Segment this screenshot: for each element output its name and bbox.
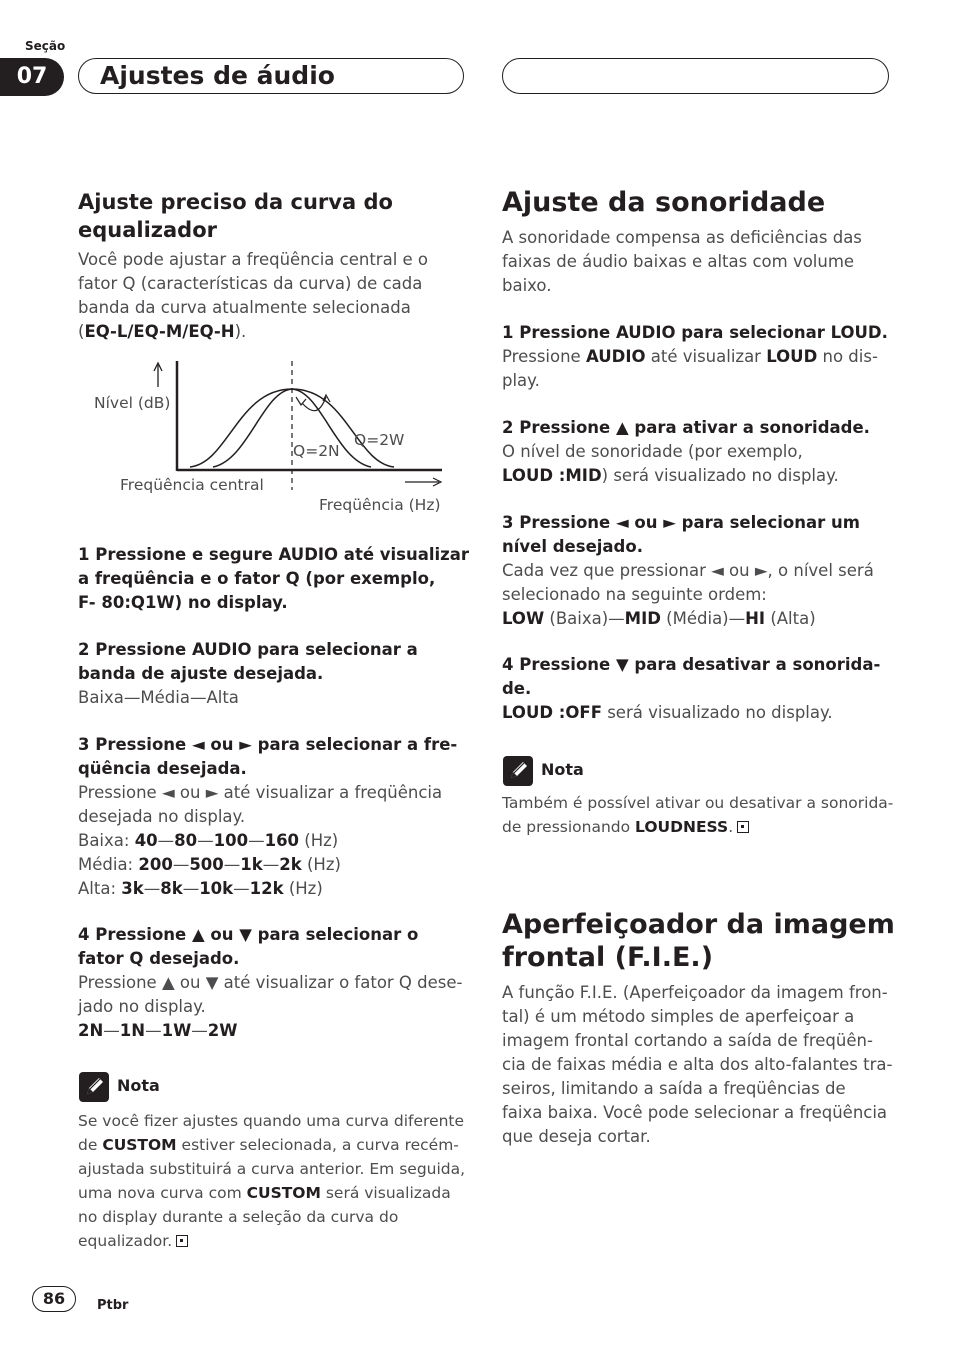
end-mark-icon [737, 821, 749, 833]
loud-step-1: 1 Pressione AUDIO para selecionar LOUD. Pressione AUDIO até visualizar LOUD no dis- play. [502, 323, 888, 390]
center-freq-label: Freqüência central [120, 476, 264, 494]
freq-row-low: Baixa: 40—80—100—160 (Hz) [78, 831, 339, 850]
note-pencil-icon [79, 1072, 109, 1102]
section-number: 07 [0, 58, 64, 96]
fie-body: A função F.I.E. (Aperfeiçoador da imagem fron- tal) é um método simples de aperfeiçoar a imagem frontal cortando a saída de freqüên- cia de faixas média e alta dos alto-falantes tra- seiros, limitando a saída a freqüências de faixa baixa. Você pode selecionar a freqüência que deseja cortar. [502, 983, 893, 1146]
note-label-right: Nota [541, 760, 584, 779]
loud-step-3: 3 Pressione ◄ ou ► para selecionar um nível desejado. Cada vez que pressionar ◄ ou ►, o nível será selecionado na seguinte ordem: LOW (Baixa)—MID (Média)—HI (Alta) [502, 513, 874, 628]
q-values: 2N—1N—1W—2W [78, 1021, 238, 1040]
ylabel: Nível (dB) [94, 394, 171, 412]
loud-step-2: 2 Pressione ▲ para ativar a sonoridade. O nível de sonoridade (por exemplo, LOUD :MID) será visualizado no display. [502, 418, 870, 485]
q-wide-label: Q=2W [354, 431, 405, 449]
language-label: Ptbr [97, 1298, 129, 1313]
freq-row-high: Alta: 3k—8k—10k—12k (Hz) [78, 879, 323, 898]
note-left: Se você fizer ajustes quando uma curva diferente de CUSTOM estiver selecionada, a curva recém- ajustada substituirá a curva anterior. Em seguida, uma nova curva com CUSTOM será visualizada no display durante a seleção da curva do equalizador. [78, 1112, 466, 1250]
note-right: Também é possível ativar ou desativar a sonorida- de pressionando LOUDNESS. [502, 794, 894, 836]
eq-curve-diagram [78, 355, 468, 520]
heading-fie: Aperfeiçoador da imagem frontal (F.I.E.) [502, 909, 895, 973]
loud-step-4: 4 Pressione ▼ para desativar a sonorida- de. LOUD :OFF será visualizado no display. [502, 655, 881, 722]
end-mark-icon [176, 1235, 188, 1247]
eq-step-3: 3 Pressione ◄ ou ► para selecionar a fre- qüência desejada. Pressione ◄ ou ► até visualizar a freqüência desejada no display. Baixa: 40—80—100—160 (Hz) Média: 200—500—1k—2k (Hz) Alta: 3k—8k—10k—12k (Hz) [78, 733, 478, 901]
loudness-intro: A sonoridade compensa as deficiências das faixas de áudio baixas e altas com volume baixo. [502, 228, 862, 295]
xlabel: Freqüência (Hz) [319, 496, 441, 514]
eq-step-4: 4 Pressione ▲ ou ▼ para selecionar o fator Q desejado. Pressione ▲ ou ▼ até visualizar o fator Q dese- jado no display. 2N—1N—1W—2W [78, 923, 478, 1043]
eq-step-1: 1 Pressione e segure AUDIO até visualizar a freqüência e o fator Q (por exemplo, F- 80:Q1W) no display. [78, 545, 470, 612]
eq-step-2: 2 Pressione AUDIO para selecionar a banda de ajuste desejada. Baixa—Média—Alta [78, 640, 418, 707]
heading-eq-curve: Ajuste preciso da curva do equalizador [78, 190, 393, 242]
header-right-frame [502, 58, 889, 94]
page-title: Ajustes de áudio [100, 61, 335, 90]
eq-intro: Você pode ajustar a freqüência central e o fator Q (características da curva) de cada banda da curva atualmente selecionada (EQ-L/EQ-M/EQ-H). [78, 250, 429, 341]
note-pencil-icon [503, 756, 533, 786]
q-narrow-label: Q=2N [293, 442, 340, 460]
heading-loudness: Ajuste da sonoridade [502, 187, 826, 218]
section-label: Seção [25, 39, 66, 53]
note-label-left: Nota [117, 1076, 160, 1095]
page-number: 86 [32, 1286, 76, 1312]
freq-row-mid: Média: 200—500—1k—2k (Hz) [78, 855, 341, 874]
